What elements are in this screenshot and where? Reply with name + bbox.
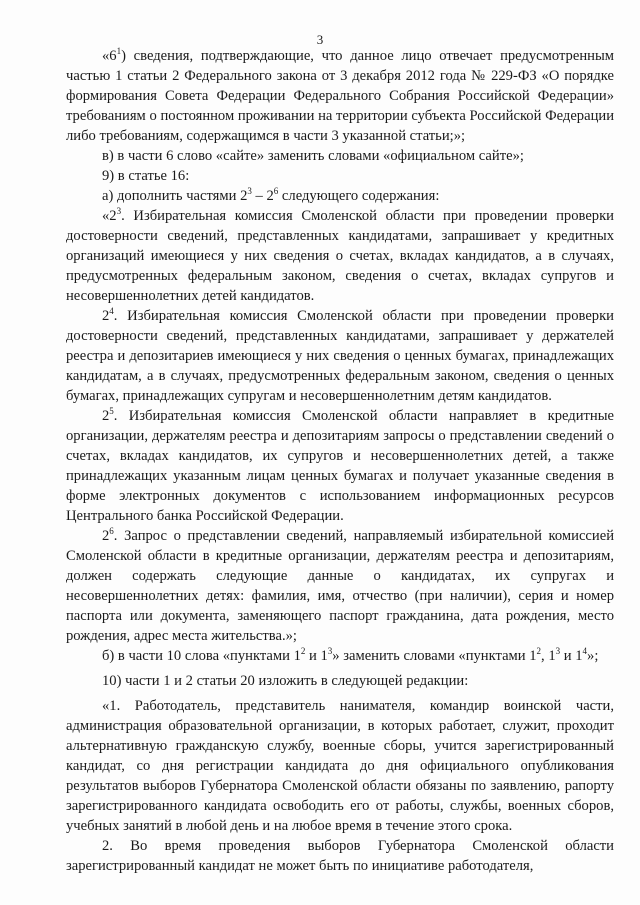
paragraph-p3: [66, 166, 614, 186]
paragraph-p6: [66, 306, 614, 406]
text-run: 2: [102, 408, 110, 424]
superscript: 6: [109, 526, 114, 537]
text-run: «6: [102, 48, 117, 64]
paragraph-p8: [66, 526, 614, 646]
text-run: . Запрос о представлении сведений, направляемый избирательной комиссией Смоленской области в кредитные организации, держателям реестра и депозитариям, должен содержать следующие данные о кандидатах, их супругах и несовершеннолетних детях: фамилия, имя, отчество (при наличии), серия и номер паспорта или документа, заменяющего паспорт гражданина, дата рождения, место рождения, адрес места жительства.»;: [66, 528, 614, 644]
superscript: 3: [555, 646, 561, 657]
paragraph-p4: [66, 186, 614, 206]
document-body: [66, 46, 614, 876]
text-run: . Избирательная комиссия Смоленской области направляет в кредитные организации, держателям реестра и депозитариям запросы о представлении сведений о счетах, вкладах кандидатов, их супругов и несовершеннолетних детей, а также принадлежащих указанным лицам ценных бумагах и получает указанные сведения в форме электронных документов с использованием информационных ресурсов Центрального банка Российской Федерации.: [66, 408, 614, 524]
superscript: 5: [109, 406, 114, 417]
superscript: 4: [109, 306, 114, 317]
paragraph-p7: [66, 406, 614, 526]
text-run: »;: [587, 648, 599, 664]
text-run: . Избирательная комиссия Смоленской области при проведении проверки достоверности сведений, представленных кандидатами, запрашивает у держателей реестра и депозитариев имеющиеся у них сведения о ценных бумагах, принадлежащих кандидатам, а в случаях, предусмотренных федеральным законом, сведения о ценных бумагах, принадлежащих супругам и несовершеннолетним детям кандидатов.: [66, 308, 614, 404]
text-run: 2. Во время проведения выборов Губернатора Смоленской области зарегистрированный кандидат не может быть по инициативе работодателя,: [66, 838, 614, 874]
text-run: 10) части 1 и 2 статьи 20 изложить в следующей редакции:: [102, 673, 469, 689]
text-run: следующего содержания:: [278, 188, 440, 204]
superscript: 1: [116, 46, 122, 57]
text-run: . Избирательная комиссия Смоленской области при проведении проверки достоверности сведений, представленных кандидатами, запрашивает у кредитных организаций имеющиеся у них сведения о счетах, вкладах кандидатов, а в случаях, предусмотренных федеральным законом, сведения о счетах, вкладах супругов и несовершеннолетних детей кандидатов.: [66, 208, 614, 304]
text-run: 9) в статье 16:: [102, 168, 190, 184]
superscript: 2: [536, 646, 542, 657]
text-run: 2: [102, 308, 110, 324]
paragraph-p5: [66, 206, 614, 306]
superscript: 6: [273, 186, 279, 197]
text-run: а) дополнить частями 2: [102, 188, 248, 204]
superscript: 2: [300, 646, 306, 657]
text-run: – 2: [251, 188, 274, 204]
text-run: ) сведения, подтверждающие, что данное лицо отвечает предусмотренным частью 1 статьи 2 Федерального закона от 3 декабря 2012 года № 229-ФЗ «О порядке формирования Совета Федерации Федерального Собрания Российской Федерации» требованиям о постоянном проживании на территории субъекта Российской Федерации либо требованиям, содержащимся в части 3 указанной статьи;»;: [66, 48, 614, 144]
text-run: б) в части 10 слова «пунктами 1: [102, 648, 301, 664]
paragraph-p10: [66, 671, 614, 691]
superscript: 4: [582, 646, 588, 657]
text-run: «2: [102, 208, 117, 224]
text-run: и 1: [560, 648, 583, 664]
text-run: в) в части 6 слово «сайте» заменить словами «официальном сайте»;: [102, 148, 524, 164]
text-run: , 1: [541, 648, 556, 664]
paragraph-p1: [66, 46, 614, 146]
text-run: и 1: [305, 648, 328, 664]
superscript: 3: [327, 646, 333, 657]
paragraph-p2: [66, 146, 614, 166]
superscript: 3: [247, 186, 252, 197]
page-number: 3: [316, 32, 324, 47]
text-run: 2: [102, 528, 110, 544]
text-run: » заменить словами «пунктами 1: [332, 648, 537, 664]
superscript: 3: [116, 206, 122, 217]
text-run: «1. Работодатель, представитель нанимателя, командир воинской части, администрация образовательной организации, в которых работает, служит, проходит альтернативную гражданскую службу, военные сборы, учится зарегистрированный кандидат, со дня регистрации кандидата до дня официального опубликования результатов выборов Губернатора Смоленской области обязаны по заявлению, рапорту зарегистрированного кандидата освободить его от работы, службы, военных сборов, учебных занятий в любой день и на любое время в течение этого срока.: [66, 698, 614, 834]
paragraph-p11: [66, 696, 614, 836]
paragraph-p12: [66, 836, 614, 876]
paragraph-p9: [66, 646, 614, 666]
